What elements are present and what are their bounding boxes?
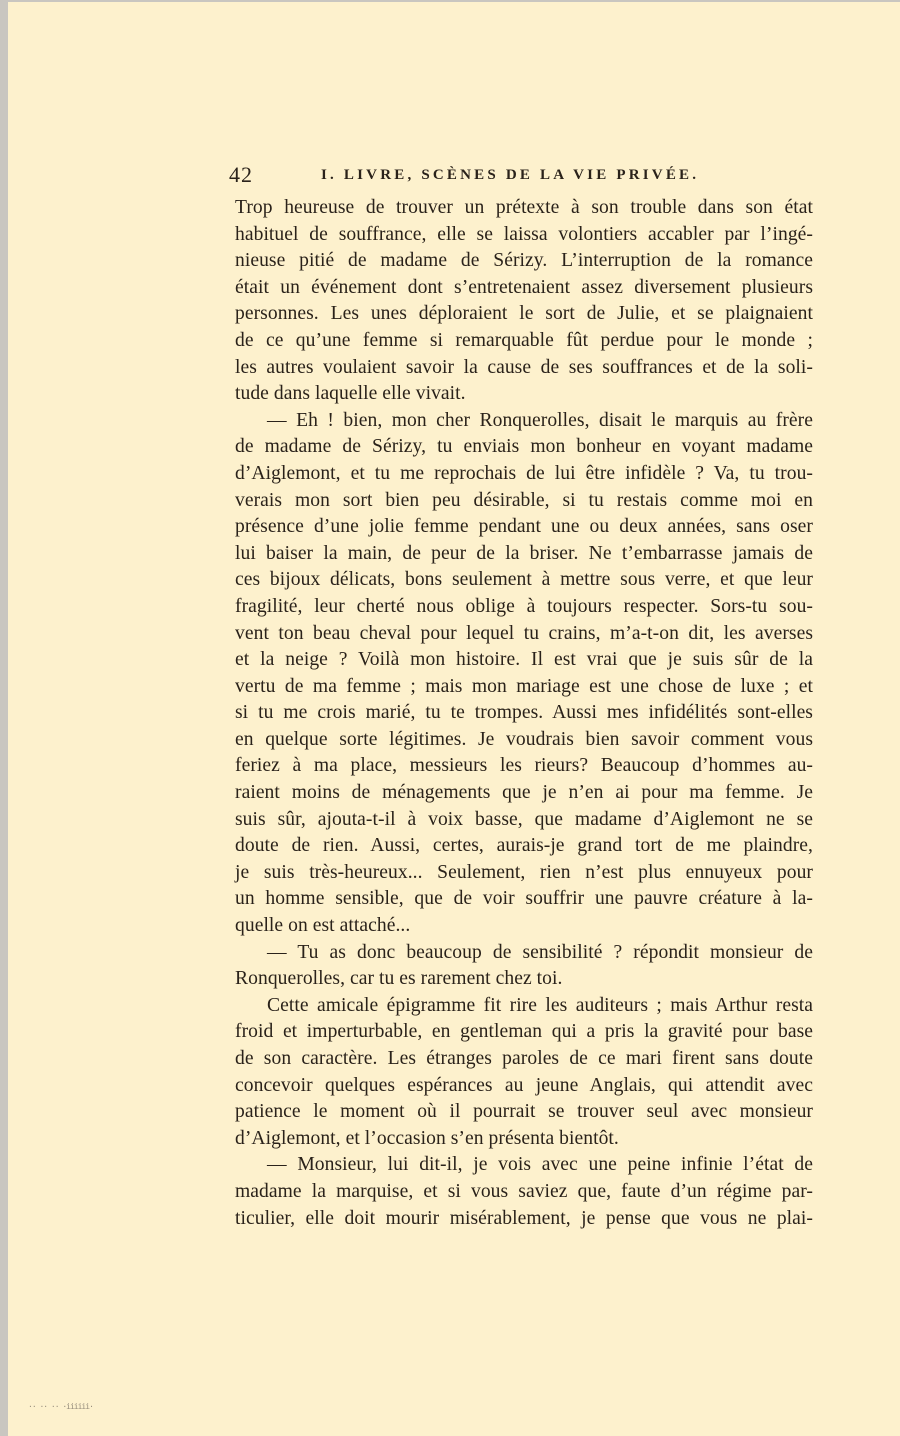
text-line: ces bijoux délicats, bons seulement à mettre sous verre, et que leur: [235, 569, 813, 591]
paragraph-1: [235, 195, 813, 408]
scan-mark: ·· ·· ·· ·iiiiii·: [28, 1402, 93, 1411]
text-line: — Eh ! bien, mon cher Ronquerolles, disait le marquis au frère: [267, 409, 813, 431]
text-line: en quelque sorte légitimes. Je voudrais bien savoir comment vous: [235, 728, 813, 750]
text-line: vent ton beau cheval pour lequel tu crains, m’a-t-on dit, les averses: [235, 622, 813, 644]
text-line: si tu me crois marié, tu te trompes. Aussi mes infidélités sont-elles: [235, 702, 813, 724]
text-line: Ronquerolles, car tu es rarement chez toi.: [235, 968, 563, 990]
text-line: d’Aiglemont, et l’occasion s’en présenta bientôt.: [235, 1127, 619, 1149]
text-line: ticulier, elle doit mourir misérablement, je pense que vous ne plai-: [235, 1207, 813, 1229]
running-head: [229, 162, 814, 192]
book-page: [8, 2, 900, 1436]
text-line: madame la marquise, et si vous saviez que, faute d’un régime par-: [235, 1180, 813, 1202]
paragraph-4: [235, 993, 813, 1153]
text-line: Trop heureuse de trouver un prétexte à son trouble dans son état: [235, 197, 813, 218]
text-line: personnes. Les unes déploraient le sort de Julie, et se plaignaient: [235, 303, 813, 325]
text-line: lui baiser la main, de peur de la briser. Ne t’embarrasse jamais de: [235, 542, 813, 564]
text-line: patience le moment où il pourrait se trouver seul avec monsieur: [235, 1101, 813, 1123]
text-line: concevoir quelques espérances au jeune Anglais, qui attendit avec: [235, 1074, 813, 1096]
text-line: suis sûr, ajouta-t-il à voix basse, que madame d’Aiglemont ne se: [235, 808, 813, 830]
text-line: était un événement dont s’entretenaient assez diversement plusieurs: [235, 276, 813, 298]
text-line: doute de rien. Aussi, certes, aurais-je grand tort de me plaindre,: [235, 835, 813, 857]
text-line: les autres voulaient savoir la cause de ses souffrances et de la soli-: [235, 356, 813, 378]
text-line: feriez à ma place, messieurs les rieurs? Beaucoup d’hommes au-: [235, 755, 813, 777]
text-line: froid et imperturbable, en gentleman qui a pris la gravité pour base: [235, 1021, 813, 1043]
page-number: 42: [229, 162, 253, 187]
text-line: raient moins de ménagements que je n’en ai pour ma femme. Je: [235, 782, 813, 804]
text-line: — Tu as donc beaucoup de sensibilité ? répondit monsieur de: [267, 941, 813, 963]
text-line: habituel de souffrance, elle se laissa volontiers accabler par l’ingé-: [235, 223, 813, 245]
text-line: et la neige ? Voilà mon histoire. Il est vrai que je suis sûr de la: [235, 649, 813, 671]
text-line: quelle on est attaché...: [235, 915, 411, 937]
paragraph-2: [235, 408, 813, 940]
text-line: — Monsieur, lui dit-il, je vois avec une peine infinie l’état de: [267, 1154, 813, 1176]
text-line: je suis très-heureux... Seulement, rien n’est plus ennuyeux pour: [235, 861, 813, 883]
running-title: I. LIVRE, SCÈNES DE LA VIE PRIVÉE.: [321, 167, 700, 183]
body-text: [235, 195, 813, 1232]
text-line: présence d’une jolie femme pendant une ou deux années, sans oser: [235, 516, 813, 538]
text-line: vertu de ma femme ; mais mon mariage est une chose de luxe ; et: [235, 675, 813, 697]
text-line: d’Aiglemont, et tu me reprochais de lui être infidèle ? Va, tu trou-: [235, 462, 813, 484]
text-line: de son caractère. Les étranges paroles de ce mari firent sans doute: [235, 1048, 813, 1069]
paragraph-3: [235, 940, 813, 993]
paragraph-5: [235, 1152, 813, 1232]
text-line: de ce qu’une femme si remarquable fût perdue pour le monde ;: [235, 329, 813, 351]
text-line: fragilité, leur cherté nous oblige à toujours respecter. Sors-tu sou-: [235, 595, 813, 617]
text-line: de madame de Sérizy, tu enviais mon bonheur en voyant madame: [235, 436, 813, 458]
text-line: tude dans laquelle elle vivait.: [235, 383, 466, 405]
text-line: Cette amicale épigramme fit rire les auditeurs ; mais Arthur resta: [267, 994, 813, 1016]
text-line: verais mon sort bien peu désirable, si tu restais comme moi en: [235, 489, 813, 511]
text-line: un homme sensible, que de voir souffrir une pauvre créature à la-: [235, 888, 813, 910]
text-line: nieuse pitié de madame de Sérizy. L’interruption de la romance: [235, 250, 813, 272]
